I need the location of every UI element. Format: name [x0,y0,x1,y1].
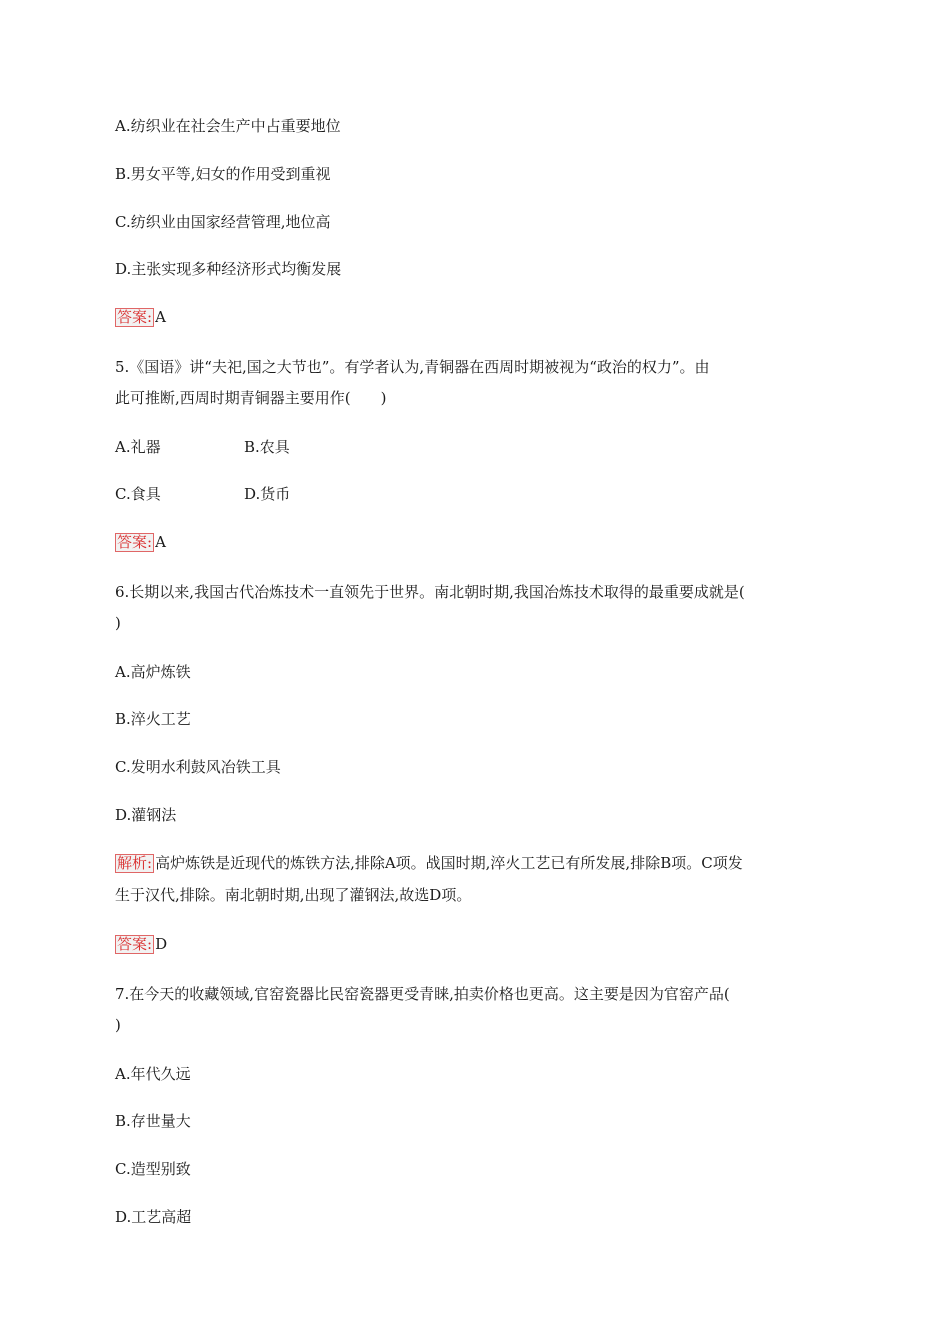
q4-option-b: B.男女平等,妇女的作用受到重视 [115,165,331,183]
q7-option-c: C.造型别致 [115,1160,191,1178]
q5-stem-line2: 此可推断,西周时期青铜器主要用作( ) [115,389,387,407]
q4-option-a: A.纺织业在社会生产中占重要地位 [115,117,341,135]
q6-option-c: C.发明水利鼓风冶铁工具 [115,758,281,776]
q6-stem-line1: 6.长期以来,我国古代冶炼技术一直领先于世界。南北朝时期,我国冶炼技术取得的最重要成就是( [115,583,745,601]
q5-stem-line1: 5.《国语》讲“夫祀,国之大节也”。有学者认为,青铜器在西周时期被视为“政治的权力”。由 [115,358,710,376]
q6-answer [115,934,167,954]
analysis-text: 高炉炼铁是近现代的炼铁方法,排除A项。战国时期,淬火工艺已有所发展,排除B项。C项发 [155,854,743,872]
q6-stem-line2: ) [115,614,121,632]
answer-value: A [155,533,166,551]
q5-option-d: D.货币 [244,485,291,503]
q6-option-b: B.淬火工艺 [115,710,191,728]
q5-option-a: A.礼器 [115,438,161,456]
analysis-tag: 解析: [117,854,153,872]
answer-value: A [155,308,166,326]
q7-stem-line2: ) [115,1016,121,1034]
q5-option-c: C.食具 [115,485,161,503]
q7-option-a: A.年代久远 [115,1065,191,1083]
q4-answer [115,307,166,327]
q7-option-b: B.存世量大 [115,1112,191,1130]
q6-analysis-line2: 生于汉代,排除。南北朝时期,出现了灌钢法,故选D项。 [115,886,472,904]
answer-tag: 答案: [117,308,153,326]
q6-option-d: D.灌钢法 [115,806,177,824]
q5-option-b: B.农具 [244,438,290,456]
q6-analysis-line1 [115,853,743,873]
answer-value: D [155,935,168,953]
q7-option-d: D.工艺高超 [115,1208,192,1226]
answer-tag: 答案: [117,533,153,551]
q6-option-a: A.高炉炼铁 [115,663,191,681]
answer-tag: 答案: [117,935,153,953]
q4-option-c: C.纺织业由国家经营管理,地位高 [115,213,331,231]
q7-stem-line1: 7.在今天的收藏领域,官窑瓷器比民窑瓷器更受青睐,拍卖价格也更高。这主要是因为官窑产品( [115,985,730,1003]
q4-option-d: D.主张实现多种经济形式均衡发展 [115,260,342,278]
q5-answer [115,532,166,552]
